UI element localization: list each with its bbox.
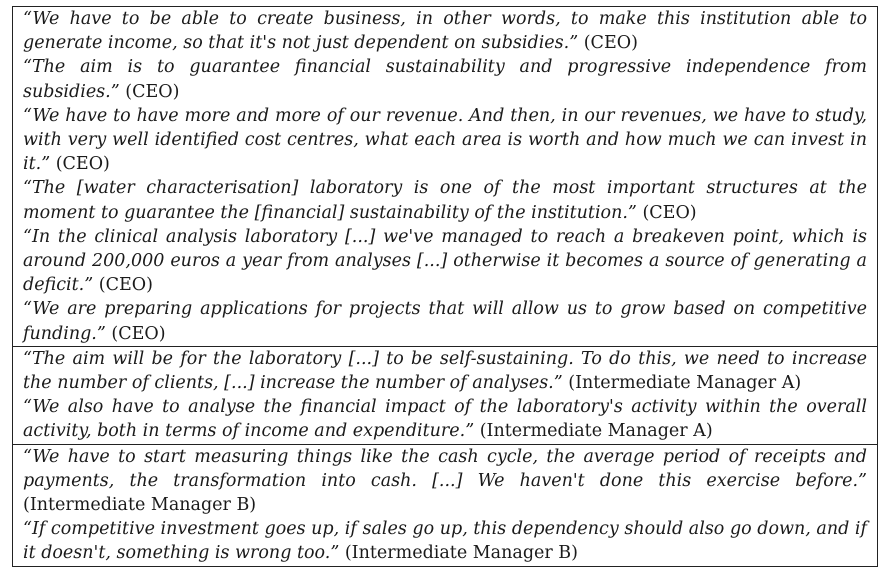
quote	[23, 225, 867, 298]
quote-text: “The [water characterisation] laboratory is one of the most important structures at the moment to guarantee the [financial] sustainability of the institution.”	[23, 178, 867, 223]
quote-text: “We also have to analyse the financial impact of the laboratory's activity within the overall activity, both in terms of income and expenditure.”	[23, 397, 867, 442]
quote-text: “The aim is to guarantee financial sustainability and progressive independence from subsidies.”	[23, 57, 867, 102]
quote-attribution: (Intermediate Manager B)	[23, 495, 257, 516]
section-manager-b	[13, 444, 877, 566]
quote	[23, 104, 867, 177]
quote-attribution: (CEO)	[111, 323, 166, 344]
quote-attribution: (Intermediate Manager A)	[568, 373, 802, 394]
quote-text: “We have to be able to create business, in other words, to make this institution able to generate income, so that it's not just dependent on subsidies.”	[23, 9, 867, 54]
quote-attribution: (CEO)	[55, 154, 110, 175]
quote-attribution: (CEO)	[125, 81, 180, 102]
quote	[23, 297, 867, 345]
quote-attribution: (Intermediate Manager B)	[344, 543, 578, 564]
quote	[23, 176, 867, 224]
quotes-table	[12, 6, 878, 567]
quote	[23, 517, 867, 565]
quote-text: “In the clinical analysis laboratory [...] we've managed to reach a breakeven point, which is around 200,000 euros a year from analyses [...] otherwise it becomes a source of generating a deficit.”	[23, 226, 867, 296]
quote-attribution: (CEO)	[642, 202, 697, 223]
section-manager-a	[13, 346, 877, 444]
section-ceo	[13, 7, 877, 346]
quote-attribution: (CEO)	[98, 275, 153, 296]
quote	[23, 55, 867, 103]
quote-text: “The aim will be for the laboratory [...] to be self-sustaining. To do this, we need to increase the number of clients, [...] increase the number of analyses.”	[23, 348, 867, 394]
quote-text: “We have to start measuring things like the cash cycle, the average period of receipts and payments, the transformation into cash. [...] We haven't done this exercise before.”	[23, 446, 867, 491]
quote	[23, 445, 867, 518]
quote	[23, 395, 867, 443]
quote	[23, 347, 867, 395]
quote-text: “We are preparing applications for projects that will allow us to grow based on competitive funding.”	[23, 299, 867, 344]
quote	[23, 7, 867, 55]
quote-text: “If competitive investment goes up, if sales go up, this dependency should also go down, and if it doesn't, something is wrong too.”	[23, 519, 867, 564]
quote-attribution: (Intermediate Manager A)	[479, 421, 713, 442]
quote-text: “We have to have more and more of our revenue. And then, in our revenues, we have to study, with very well identified cost centres, what each area is worth and how much we can invest in it.”	[23, 105, 867, 175]
quote-attribution: (CEO)	[583, 33, 638, 54]
